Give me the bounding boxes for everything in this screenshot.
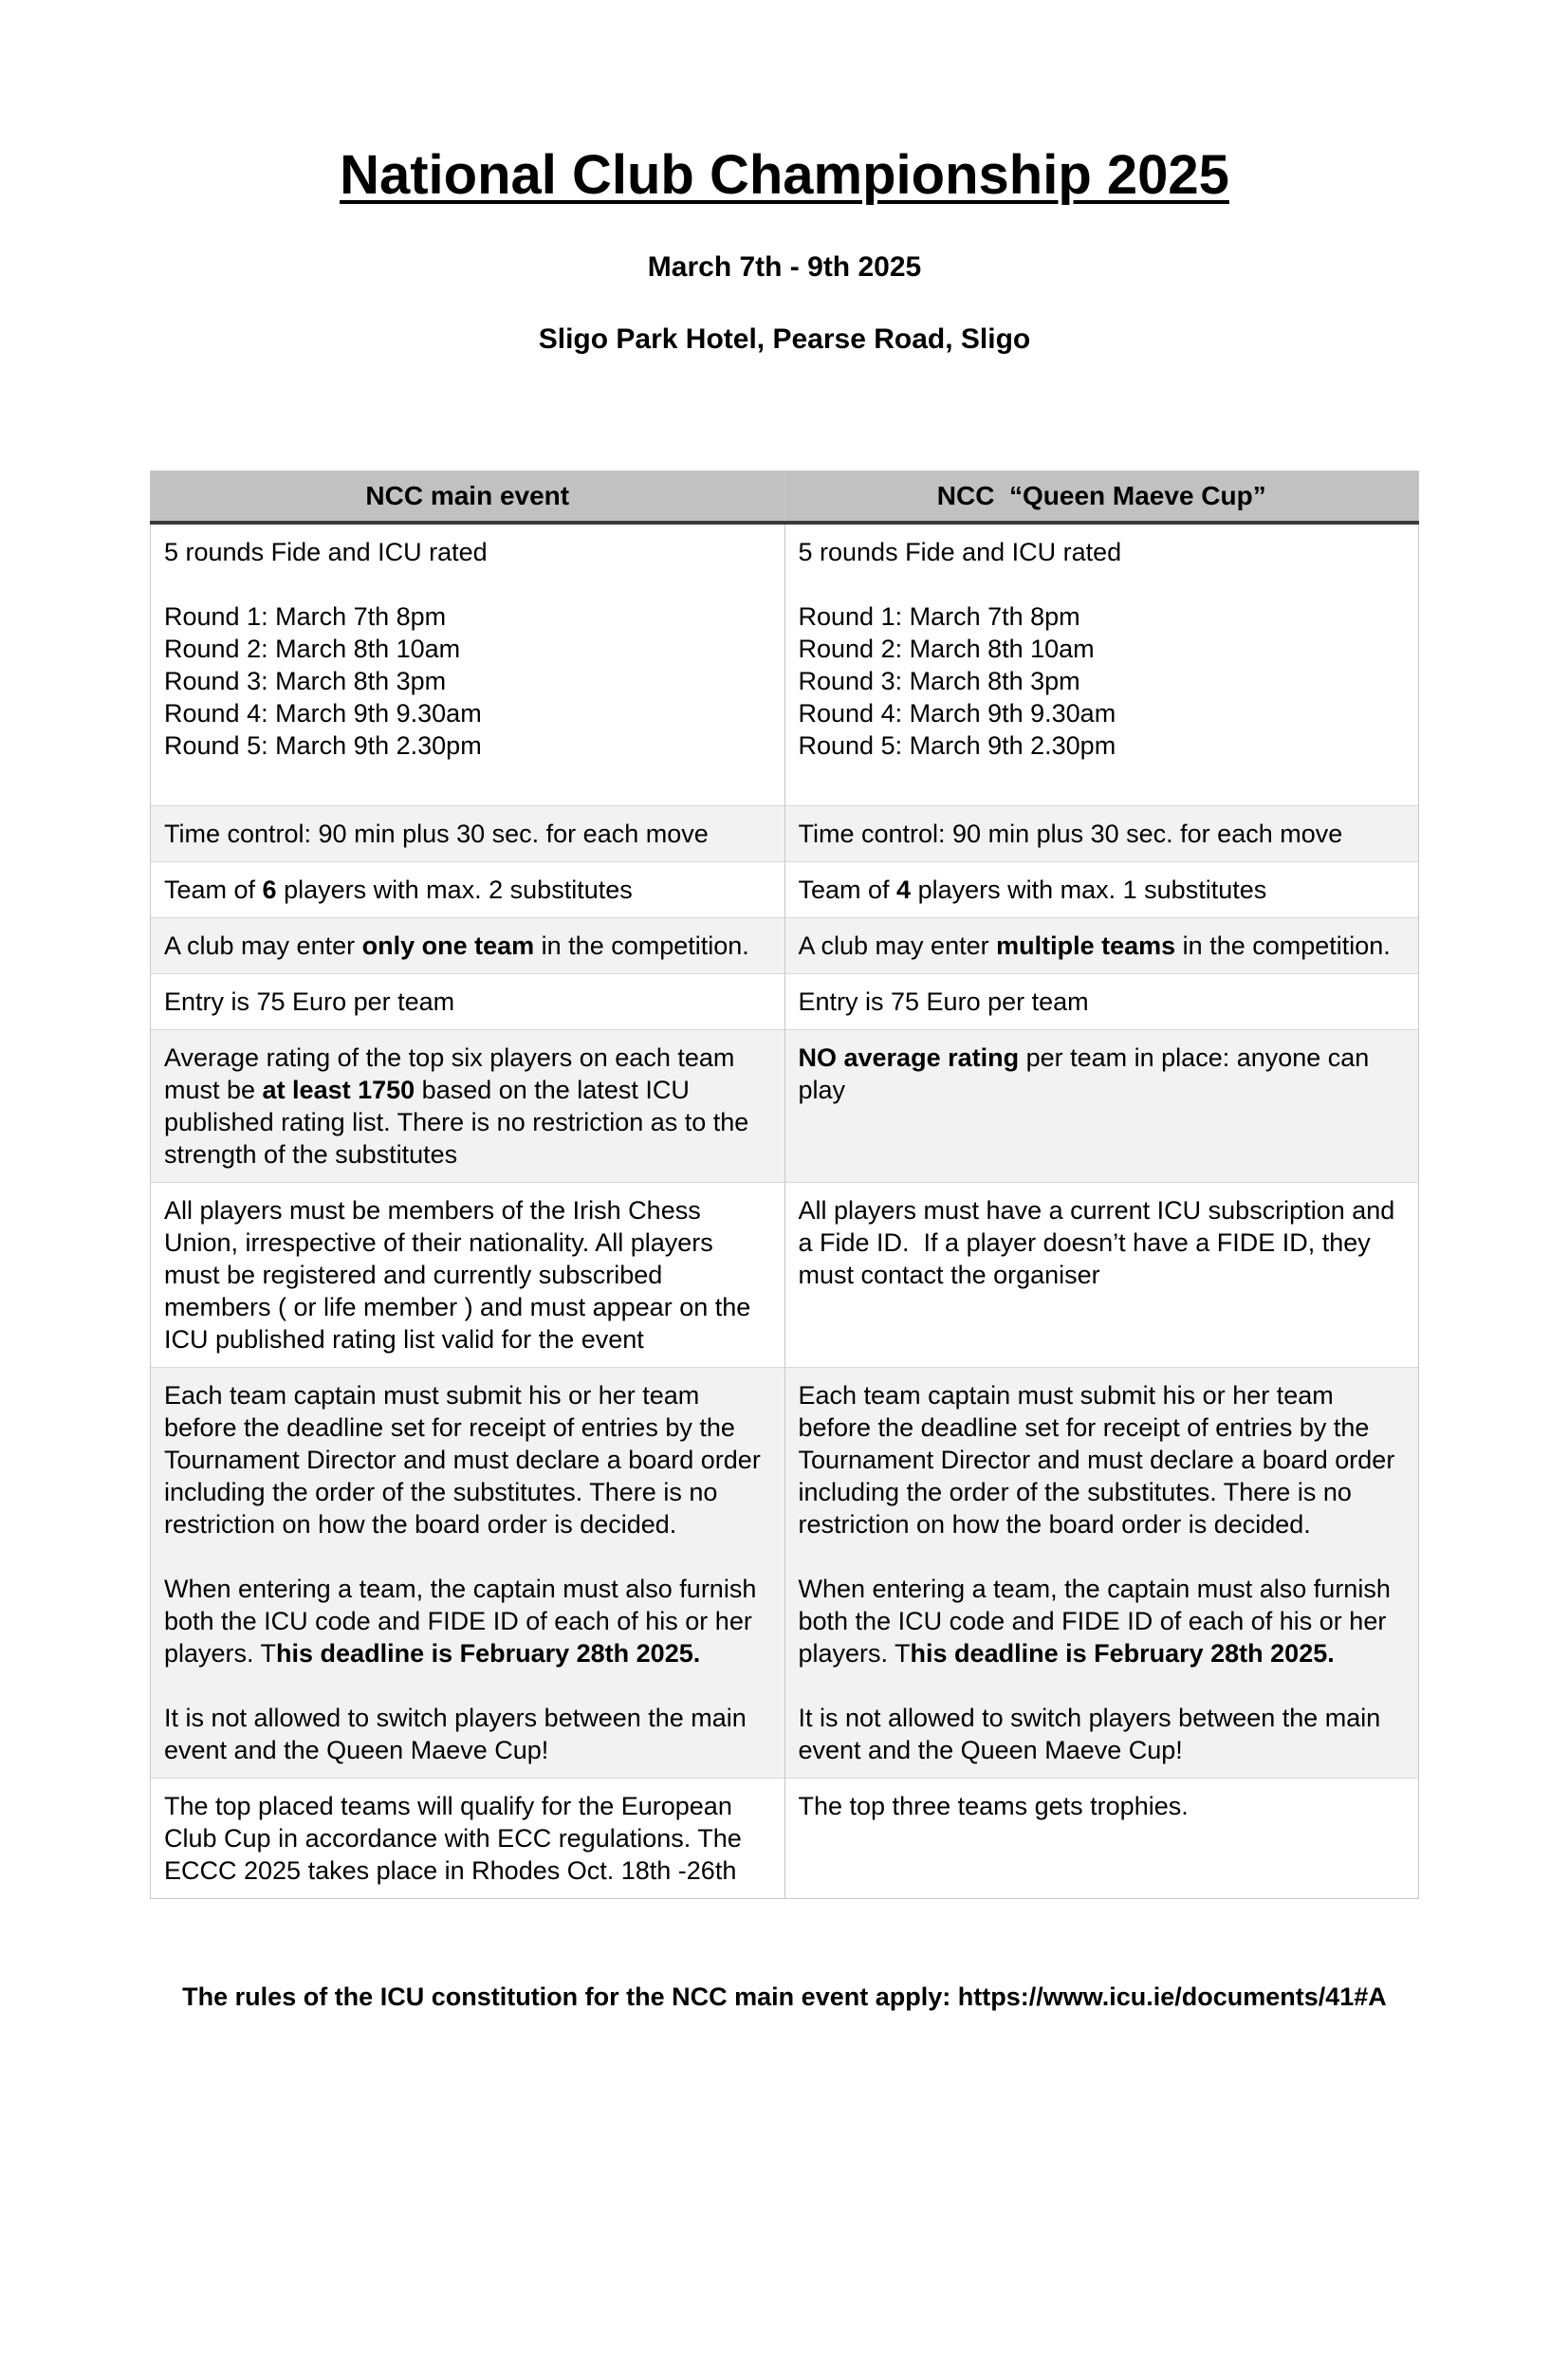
cell-paragraph [164, 568, 771, 600]
table-cell [784, 861, 1419, 917]
text-segment: All players must have a current ICU subscription and a Fide ID. If a player doesn’t have a FIDE ID, they must contact the organiser [798, 1195, 1402, 1289]
cell-paragraph [799, 1194, 1406, 1291]
table-row [151, 1029, 1419, 1182]
table-header-row [151, 470, 1419, 523]
text-segment: A club may enter [164, 931, 362, 960]
cell-paragraph [799, 1790, 1406, 1822]
text-segment: Each team captain must submit his or her team before the deadline set for receipt of entries by the Tournament Director and must declare a board order including the order of the substitutes. There is no restriction on how the board order is decided. [798, 1380, 1402, 1539]
table-row [151, 861, 1419, 917]
table-cell [784, 1778, 1419, 1898]
cell-paragraph [164, 1669, 771, 1702]
cell-paragraph [164, 762, 771, 794]
text-segment: Time control: 90 min plus 30 sec. for each move [164, 819, 709, 848]
text-segment: in the competition. [1175, 931, 1391, 960]
cell-paragraph [164, 729, 771, 762]
text-segment: Round 2: March 8th 10am [798, 634, 1095, 663]
text-segment: Round 4: March 9th 9.30am [798, 698, 1116, 728]
cell-paragraph [164, 986, 771, 1018]
footer-note: The rules of the ICU constitution for the NCC main event apply: https://www.icu.ie/documents/41#A [182, 1982, 1387, 2011]
text-segment: The top placed teams will qualify for the European Club Cup in accordance with ECC regulations. The ECCC 2025 takes place in Rhodes Oct. 18th -26th [164, 1791, 749, 1885]
bold-text-segment: NO average rating [798, 1042, 1020, 1072]
table-row [151, 1778, 1419, 1898]
table-row [151, 973, 1419, 1029]
text-segment: Entry is 75 Euro per team [164, 987, 455, 1016]
table-cell [784, 973, 1419, 1029]
table-cell [151, 917, 785, 973]
document-page [150, 142, 1419, 2013]
text-segment: A club may enter [798, 931, 997, 960]
text-segment: When entering a team, the captain must also furnish both the ICU code and FIDE ID of each of his or her players. T [164, 1574, 764, 1668]
cell-paragraph [164, 1573, 771, 1669]
cell-paragraph [799, 1379, 1406, 1540]
table-row [151, 917, 1419, 973]
bold-text-segment: at least 1750 [262, 1075, 415, 1104]
cell-paragraph [799, 536, 1406, 568]
table-row [151, 805, 1419, 861]
cell-paragraph [799, 1669, 1406, 1702]
text-segment: Each team captain must submit his or her team before the deadline set for receipt of entries by the Tournament Director and must declare a board order including the order of the substitutes. There is no restriction on how the board order is decided. [164, 1380, 768, 1539]
cell-paragraph [164, 1702, 771, 1766]
text-segment: The top three teams gets trophies. [798, 1791, 1189, 1820]
table-cell [151, 1367, 785, 1778]
cell-paragraph [164, 1790, 771, 1887]
text-segment: Time control: 90 min plus 30 sec. for each move [798, 819, 1343, 848]
cell-paragraph [799, 930, 1406, 962]
text-segment: Team of [164, 875, 263, 904]
text-segment: It is not allowed to switch players between the main event and the Queen Maeve Cup! [164, 1703, 754, 1764]
text-segment: Team of [798, 875, 897, 904]
text-segment: Round 2: March 8th 10am [164, 634, 461, 663]
text-segment: Entry is 75 Euro per team [798, 987, 1089, 1016]
text-segment: Round 1: March 7th 8pm [164, 601, 447, 631]
text-segment: Round 5: March 9th 2.30pm [798, 730, 1116, 760]
table-cell [784, 805, 1419, 861]
table-cell [151, 973, 785, 1029]
bold-text-segment: 6 [262, 875, 277, 904]
cell-paragraph [164, 818, 771, 850]
text-segment: Round 3: March 8th 3pm [164, 666, 447, 695]
table-row [151, 1367, 1419, 1778]
cell-paragraph [164, 697, 771, 729]
text-segment: based on the latest ICU published rating list. There is no restriction as to the strength of the substitutes [164, 1075, 756, 1169]
table-cell [784, 1182, 1419, 1367]
cell-paragraph [799, 1702, 1406, 1766]
cell-paragraph [164, 1042, 771, 1171]
text-segment: Round 1: March 7th 8pm [798, 601, 1080, 631]
cell-paragraph [799, 729, 1406, 762]
text-segment: 5 rounds Fide and ICU rated [798, 537, 1122, 566]
cell-paragraph [799, 600, 1406, 633]
cell-paragraph [799, 1573, 1406, 1669]
cell-paragraph [799, 986, 1406, 1018]
cell-paragraph [164, 1540, 771, 1573]
cell-paragraph [799, 568, 1406, 600]
table-cell [784, 917, 1419, 973]
event-venue: Sligo Park Hotel, Pearse Road, Sligo [538, 323, 1031, 355]
page-title: National Club Championship 2025 [340, 144, 1229, 206]
cell-paragraph [164, 633, 771, 665]
table-cell [784, 1029, 1419, 1182]
cell-paragraph [164, 1379, 771, 1540]
text-segment: Round 3: March 8th 3pm [798, 666, 1080, 695]
text-segment: players with max. 2 substitutes [276, 875, 633, 904]
cell-paragraph [164, 874, 771, 906]
cell-paragraph [164, 930, 771, 962]
bold-text-segment: multiple teams [996, 931, 1176, 960]
cell-paragraph [799, 633, 1406, 665]
table-row [151, 1182, 1419, 1367]
text-segment: All players must be members of the Irish Chess Union, irrespective of their nationality. All players must be registered and currently subscribed members ( or life member ) and must appear on the ICU published rating list valid for the event [164, 1195, 758, 1354]
header-cell-main-event: NCC main event [151, 470, 785, 523]
text-segment: per team in place: anyone can play [798, 1042, 1376, 1104]
cell-paragraph [799, 874, 1406, 906]
bold-text-segment: his deadline is February 28th 2025. [276, 1638, 701, 1668]
cell-paragraph [799, 1540, 1406, 1573]
text-segment: in the competition. [534, 931, 749, 960]
table-cell [151, 1182, 785, 1367]
rules-table-body [151, 523, 1419, 1899]
header-cell-queen-maeve-cup: NCC “Queen Maeve Cup” [784, 470, 1419, 523]
table-cell [151, 523, 785, 806]
table-cell [151, 861, 785, 917]
text-segment: 5 rounds Fide and ICU rated [164, 537, 488, 566]
table-row [151, 523, 1419, 806]
rules-comparison-table [150, 470, 1419, 1899]
cell-paragraph [799, 762, 1406, 794]
cell-paragraph [799, 697, 1406, 729]
table-cell [151, 1778, 785, 1898]
cell-paragraph [164, 665, 771, 697]
text-segment: It is not allowed to switch players between the main event and the Queen Maeve Cup! [798, 1703, 1388, 1764]
event-dates: March 7th - 9th 2025 [647, 250, 922, 283]
cell-paragraph [799, 818, 1406, 850]
text-segment: When entering a team, the captain must also furnish both the ICU code and FIDE ID of each of his or her players. T [798, 1574, 1398, 1668]
bold-text-segment: 4 [896, 875, 912, 904]
cell-paragraph [164, 536, 771, 568]
text-segment: players with max. 1 substitutes [911, 875, 1267, 904]
bold-text-segment: only one team [361, 931, 535, 960]
cell-paragraph [799, 665, 1406, 697]
text-segment: Round 4: March 9th 9.30am [164, 698, 482, 728]
table-cell [151, 805, 785, 861]
table-cell [784, 1367, 1419, 1778]
table-cell [151, 1029, 785, 1182]
table-cell [784, 523, 1419, 806]
cell-paragraph [799, 1042, 1406, 1106]
header-row [151, 470, 1419, 523]
bold-text-segment: his deadline is February 28th 2025. [910, 1638, 1335, 1668]
text-segment: Round 5: March 9th 2.30pm [164, 730, 482, 760]
text-segment: Average rating of the top six players on each team must be [164, 1042, 742, 1104]
cell-paragraph [164, 1194, 771, 1356]
cell-paragraph [164, 600, 771, 633]
